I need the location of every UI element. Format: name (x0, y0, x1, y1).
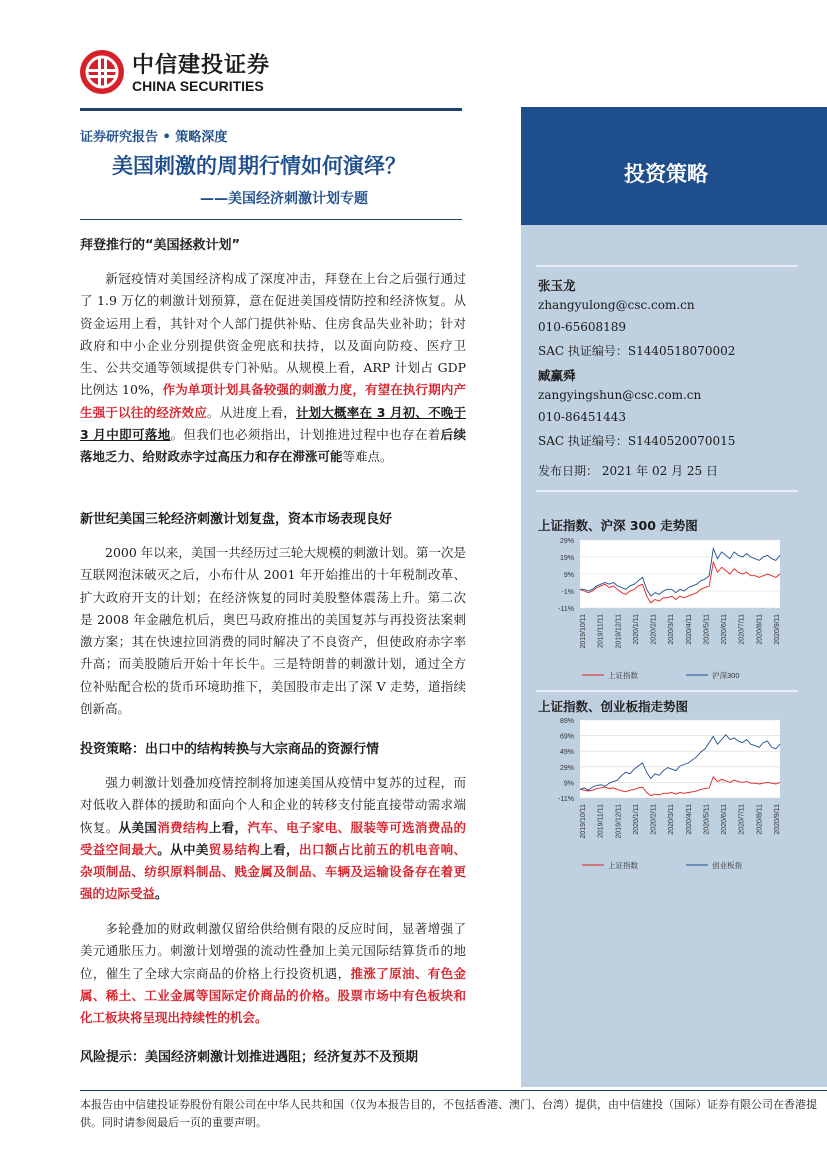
report-type: 证券研究报告 • 策略深度 (80, 130, 228, 145)
paragraph-commodity (80, 918, 466, 1029)
chart-title: 上证指数、沪深 300 走势图 (538, 518, 698, 533)
analyst-email[interactable]: zangyingshun@csc.com.cn (538, 388, 702, 402)
text-run: 出口额占比前五的机电音响、杂项制品、纺织原料制品、贱金属及制品、车辆及运输设备存在着更强的边际受益 (80, 841, 466, 902)
x-tick-label: 2020/3/11 (668, 804, 676, 835)
y-tick-label: -1% (561, 589, 574, 596)
text-run: 推涨了原油、有色金属、稀土、工业金属等国际定价商品的价格。股票市场中有色板块和化工板块将呈现出持续性的机会。 (80, 965, 466, 1026)
x-tick-label: 2019/12/11 (615, 804, 623, 839)
sidebar-divider (536, 265, 798, 267)
x-tick-label: 2020/9/11 (774, 804, 781, 835)
sidebar-divider (536, 490, 798, 492)
x-tick-label: 2020/2/11 (650, 804, 658, 835)
section-heading: 风险提示：美国经济刺激计划推进遇阻；经济复苏不及预期 (80, 1050, 419, 1065)
x-tick-label: 2020/9/11 (774, 614, 781, 645)
section-heading: 投资策略：出口中的结构转换与大宗商品的资源行情 (80, 742, 380, 757)
text-run: 计划大概率在 3 月初、不晚于 3 月中即可落地 (80, 404, 466, 443)
text-run: 汽车、电子家电、服装等可选消费品的受益空间最大 (80, 819, 466, 857)
legend-label: 上证指数 (608, 671, 638, 680)
legend-label: 创业板指 (712, 861, 742, 870)
analyst-email[interactable]: zhangyulong@csc.com.cn (538, 298, 695, 312)
chart-title: 上证指数、创业板指走势图 (538, 699, 689, 714)
analyst-sac: SAC 执证编号：S1440520070015 (538, 434, 736, 448)
x-tick-label: 2020/7/11 (738, 804, 746, 835)
text-run: 。 (155, 886, 168, 902)
x-tick-label: 2020/1/11 (632, 614, 640, 645)
page-subtitle: ——美国经济刺激计划专题 (200, 191, 368, 207)
chart-svg (538, 716, 788, 876)
logo-mark-icon (80, 50, 124, 94)
analyst-name: 张玉龙 (538, 278, 576, 293)
title-divider (80, 219, 462, 220)
report-category: 投资策略 (624, 162, 708, 186)
x-tick-label: 2019/10/11 (580, 614, 587, 649)
chart-sse-hs300 (538, 536, 788, 686)
x-tick-label: 2020/5/11 (703, 614, 711, 645)
analyst-name: 臧赢舜 (538, 368, 576, 383)
x-tick-label: 2020/6/11 (721, 614, 729, 645)
legend-label: 上证指数 (608, 861, 638, 870)
page-title: 美国刺激的周期行情如何演绎？ (112, 154, 406, 178)
text-run: 等难点。 (342, 449, 393, 465)
x-tick-label: 2020/6/11 (721, 804, 729, 835)
x-tick-label: 2019/10/11 (580, 804, 587, 839)
x-tick-label: 2020/2/11 (650, 614, 658, 645)
text-run: 从美国 (118, 819, 158, 835)
x-tick-label: 2020/5/11 (703, 804, 711, 835)
y-tick-label: 89% (559, 718, 574, 725)
logo-cn-text: 中信建投证券 (132, 53, 271, 78)
y-tick-label: 29% (559, 538, 574, 545)
text-run: 新冠疫情对美国经济构成了深度冲击，拜登在上台之后强行通过了 1.9 万亿的刺激计划预算，意在促进美国疫情防控和经济恢复。从资金运用上看，其针对个人部门提供补贴、住房食品失业补助；针对政府和中小企业分别提供资金兜底和扶持，以及面向防疫、医疗卫生、公共交通等领域提供专门补贴。从规模上看，ARP 计划占 GDP 比例达 10%， (80, 271, 466, 398)
legend-label: 沪深300 (712, 671, 740, 680)
chart-svg (538, 536, 788, 686)
x-tick-label: 2020/4/11 (685, 804, 693, 835)
text-run: 上看， (208, 819, 248, 835)
text-run: 贸易结构 (208, 841, 261, 857)
x-tick-label: 2020/8/11 (756, 804, 764, 835)
analyst-phone: 010-86451443 (538, 410, 627, 424)
sidebar-divider (536, 690, 798, 692)
x-tick-label: 2020/3/11 (668, 614, 676, 645)
text-run: 。从进度上看， (207, 404, 296, 420)
paragraph-history-text: 2000 年以来，美国一共经历过三轮大规模的刺激计划。第一次是互联网泡沫破灭之后，小布什从 2001 年开始推出的十年税制改革、扩大政府开支的计划；在经济恢复的同时美股整体震荡上升。第二次是 2008 年金融危机后，奥巴马政府推出的美国复苏与再投资法案刺激方案；其在快速拉回消费的同时解决了不良资产，但使政府赤字率升高；而美股随后开始十年长牛。三是特朗普的刺激计划，通过全方位补贴配合松的货币环境助推下，美国股市走出了深 V 走势，道指续创新高。 (80, 545, 466, 717)
y-tick-label: 9% (563, 572, 574, 579)
section-heading: 拜登推行的“美国拯救计划” (80, 238, 241, 253)
y-tick-label: 29% (559, 764, 574, 772)
analyst-sac: SAC 执证编号：S1440518070002 (538, 344, 736, 358)
section-heading: 新世纪美国三轮经济刺激计划复盘，资本市场表现良好 (80, 512, 393, 527)
publish-date: 发布日期： 2021 年 02 月 25 日 (538, 464, 718, 478)
text-run: 作为单项计划具备较强的刺激力度，有望在执行期内产生强于以往的经济效应 (80, 382, 466, 420)
x-tick-label: 2020/8/11 (756, 614, 764, 645)
footer-divider (80, 1090, 827, 1091)
text-run: 上看， (260, 841, 299, 857)
y-tick-label: 9% (563, 780, 574, 788)
x-tick-label: 2020/1/11 (632, 804, 640, 835)
plot-area (580, 720, 780, 798)
header-divider (80, 108, 462, 111)
footer-disclaimer: 本报告由中信建投证券股份有限公司在中华人民共和国（仅为本报告目的，不包括香港、澳门、台湾）提供，由中信建投（国际）证券有限公司在香港提供。同时请参阅最后一页的重要声明。 (80, 1098, 817, 1129)
x-tick-label: 2020/7/11 (738, 614, 746, 645)
paragraph-export (80, 772, 466, 906)
paragraph-history (80, 542, 466, 720)
text-run: 消费结构 (157, 819, 209, 835)
logo-en-text: CHINA SECURITIES (132, 78, 264, 94)
text-run: 多轮叠加的财政刺激仅留给供给侧有限的反应时间，显著增强了美元通胀压力。刺激计划增强的流动性叠加上美元国际结算货币的地位，催生了全球大宗商品的价格上行投资机遇， (80, 921, 466, 981)
y-tick-label: 19% (559, 555, 574, 562)
x-tick-label: 2020/4/11 (685, 614, 693, 645)
paragraph-arp (80, 268, 466, 469)
text-run: 。从中美 (157, 841, 209, 857)
y-tick-label: -11% (558, 606, 574, 613)
x-tick-label: 2019/11/11 (597, 804, 605, 838)
y-tick-label: -11% (558, 796, 574, 803)
y-tick-label: 49% (559, 749, 574, 757)
company-logo (80, 44, 300, 100)
text-run: 强力刺激计划叠加疫情控制将加速美国从疫情中复苏的过程，而对低收入群体的援助和面向个人和企业的转移支付能直接带动需求端恢复。 (80, 775, 466, 835)
analyst-phone: 010-65608189 (538, 320, 627, 334)
x-tick-label: 2019/11/11 (597, 614, 605, 648)
text-run: 。但我们也必须指出，计划推进过程中也存在着 (170, 427, 441, 443)
y-tick-label: 69% (559, 733, 574, 741)
chart-sse-chinext (538, 716, 788, 876)
text-run: 后续落地乏力、给财政赤字过高压力和存在滞涨可能 (80, 427, 466, 465)
x-tick-label: 2019/12/11 (615, 614, 623, 649)
